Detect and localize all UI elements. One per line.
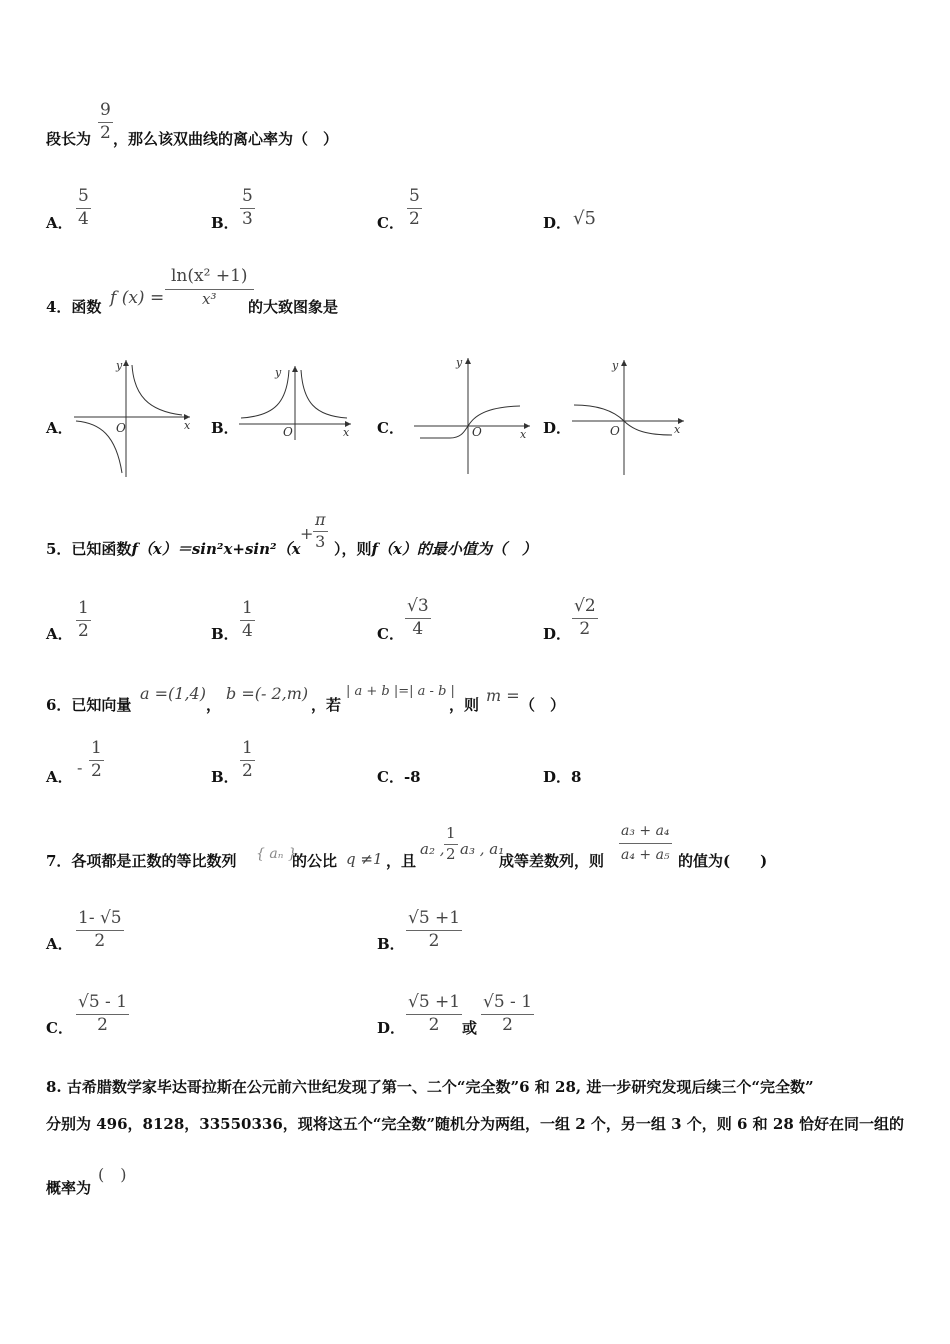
q7-option-a-value: $\frac{1- √5}{2}$ bbox=[78, 908, 122, 951]
q6-vector-a: a =(1,4) bbox=[140, 684, 206, 703]
q6-vector-b: b =(- 2,m) bbox=[226, 684, 309, 703]
q3-option-b-value: $\frac{5}{3}$ bbox=[242, 186, 253, 229]
q7-q-condition: q ≠1 bbox=[346, 850, 383, 868]
q5-option-c-value: $\frac{√3}{4}$ bbox=[407, 596, 429, 639]
q8-line-2: 分别为 496，8128，33550336，现将这五个“完全数”随机分为两组，一组 2 个，另一组 3 个，则 6 和 28 恰好在同一组的 bbox=[46, 1115, 904, 1133]
q7-ratio-fraction: $\frac{\text{a₃ + a₄}}{\text{a₄ + a₅}}$ bbox=[621, 823, 670, 863]
q6-option-a-sign: - bbox=[77, 758, 83, 777]
q6-prefix: 6．已知向量 bbox=[46, 696, 132, 714]
q7-a2: a₂ , bbox=[420, 840, 445, 858]
q4-graph-c[interactable] bbox=[410, 352, 535, 477]
q4-graph-d[interactable] bbox=[568, 355, 688, 480]
q6-option-b-value: $\frac{1}{2}$ bbox=[242, 738, 253, 781]
q6-option-a-label[interactable]: A． bbox=[46, 768, 73, 786]
q3-option-d-value: √5 bbox=[573, 208, 596, 229]
q4-graph-b[interactable] bbox=[235, 362, 355, 442]
q6-if: ，若 bbox=[311, 696, 342, 714]
q5-option-b-label[interactable]: B． bbox=[211, 625, 239, 643]
q4-option-d-label[interactable]: D． bbox=[543, 419, 572, 437]
q7-sequence: { aₙ } bbox=[256, 846, 297, 862]
q6-comma: ， bbox=[206, 696, 222, 714]
q6-option-c[interactable]: C．-8 bbox=[377, 768, 421, 786]
q6-option-d[interactable]: D．8 bbox=[543, 768, 582, 786]
q4-option-c-label[interactable]: C． bbox=[377, 419, 404, 437]
q5-option-b-value: $\frac{1}{4}$ bbox=[242, 598, 253, 641]
graph-a-origin: O bbox=[116, 421, 126, 435]
q7-prefix: 7．各项都是正数的等比数列 bbox=[46, 852, 237, 870]
graph-b-origin: O bbox=[283, 425, 293, 439]
q5-option-d-value: $\frac{√2}{2}$ bbox=[574, 596, 596, 639]
q7-option-b-value: $\frac{√5 +1}{2}$ bbox=[408, 908, 461, 951]
fraction-nine-halves: $\frac{9}{2}$ bbox=[100, 100, 111, 143]
q7-option-d-value-1: $\frac{√5 +1}{2}$ bbox=[408, 992, 461, 1035]
q6-then: ，则 bbox=[449, 696, 480, 714]
graph-c-y-label: y bbox=[456, 356, 463, 369]
graph-d-origin: O bbox=[610, 424, 620, 438]
q8-answer-paren: ( ) bbox=[98, 1165, 127, 1184]
q4-function-name: f (x) = bbox=[110, 288, 165, 308]
q4-graph-a[interactable] bbox=[70, 355, 195, 480]
q3-option-c-value: $\frac{5}{2}$ bbox=[409, 186, 420, 229]
q6-condition: | a + b |=| a - b | bbox=[346, 684, 455, 699]
q7-option-c-value: $\frac{√5 - 1}{2}$ bbox=[78, 992, 128, 1035]
q3-option-d-label[interactable]: D． bbox=[543, 214, 572, 232]
graph-b-x-label: x bbox=[343, 426, 350, 439]
q7-option-d-or: 或 bbox=[462, 1019, 478, 1037]
q3-option-a-value: $\frac{5}{4}$ bbox=[78, 186, 89, 229]
q7-arith-seq: 成等差数列，则 bbox=[499, 852, 605, 870]
q7-option-b-label[interactable]: B． bbox=[377, 935, 405, 953]
q6-option-b-label[interactable]: B． bbox=[211, 768, 239, 786]
q8-line-1: 8. 古希腊数学家毕达哥拉斯在公元前六世纪发现了第一、二个“完全数”6 和 28, 进一步研究发现后续三个“完全数” bbox=[46, 1078, 814, 1096]
q4-option-b-label[interactable]: B． bbox=[211, 419, 239, 437]
q6-option-a-value: $\frac{1}{2}$ bbox=[91, 738, 102, 781]
q5-option-c-label[interactable]: C． bbox=[377, 625, 404, 643]
q4-prefix: 4．函数 bbox=[46, 298, 102, 316]
graph-d-x-label: x bbox=[674, 423, 681, 436]
graph-a-y-label: y bbox=[116, 359, 123, 372]
q5-stem-end: ），则f（x）的最小值为（ ） bbox=[334, 540, 537, 558]
q3-option-a-label[interactable]: A． bbox=[46, 214, 73, 232]
q5-option-a-label[interactable]: A． bbox=[46, 625, 73, 643]
graph-c-origin: O bbox=[472, 425, 482, 439]
q4-option-a-label[interactable]: A． bbox=[46, 419, 73, 437]
q7-suffix: 的值为( ) bbox=[678, 852, 768, 870]
q8-line-3: 概率为 bbox=[46, 1179, 92, 1197]
q7-option-d-value-2: $\frac{√5 - 1}{2}$ bbox=[483, 992, 533, 1035]
q7-half: $\frac{1}{2}$ bbox=[446, 824, 456, 863]
graph-d-y-label: y bbox=[612, 359, 619, 372]
q5-plus-sign: + bbox=[300, 524, 314, 543]
q5-stem: 5．已知函数f（x）＝sin²x+sin²（x bbox=[46, 540, 301, 558]
q7-a3-a1: a₃ , a₁ bbox=[460, 840, 505, 858]
q7-ratio-word: 的公比 bbox=[292, 852, 338, 870]
q3-option-c-label[interactable]: C． bbox=[377, 214, 404, 232]
q7-option-c-label[interactable]: C． bbox=[46, 1019, 73, 1037]
q6-answer-paren: （ ） bbox=[520, 696, 566, 714]
graph-b-y-label: y bbox=[275, 366, 282, 379]
q7-and: ，且 bbox=[386, 852, 417, 870]
graph-c-x-label: x bbox=[520, 428, 527, 441]
q6-m-equals: m = bbox=[486, 686, 520, 705]
graph-a-x-label: x bbox=[184, 419, 191, 432]
q3-option-b-label[interactable]: B． bbox=[211, 214, 239, 232]
q3-continuation: 段长为 ，那么该双曲线的离心率为（ ） bbox=[46, 130, 339, 148]
q7-option-d-label[interactable]: D． bbox=[377, 1019, 406, 1037]
q5-option-a-value: $\frac{1}{2}$ bbox=[78, 598, 89, 641]
q4-function-fraction: $\frac{\text{ln(x² +1)}}{\text{x³}}$ bbox=[165, 268, 254, 308]
q5-pi-over-3: $\frac{\pi}{3}$ bbox=[315, 510, 326, 551]
q4-suffix: 的大致图象是 bbox=[248, 298, 339, 316]
q7-option-a-label[interactable]: A． bbox=[46, 935, 73, 953]
q5-option-d-label[interactable]: D． bbox=[543, 625, 572, 643]
